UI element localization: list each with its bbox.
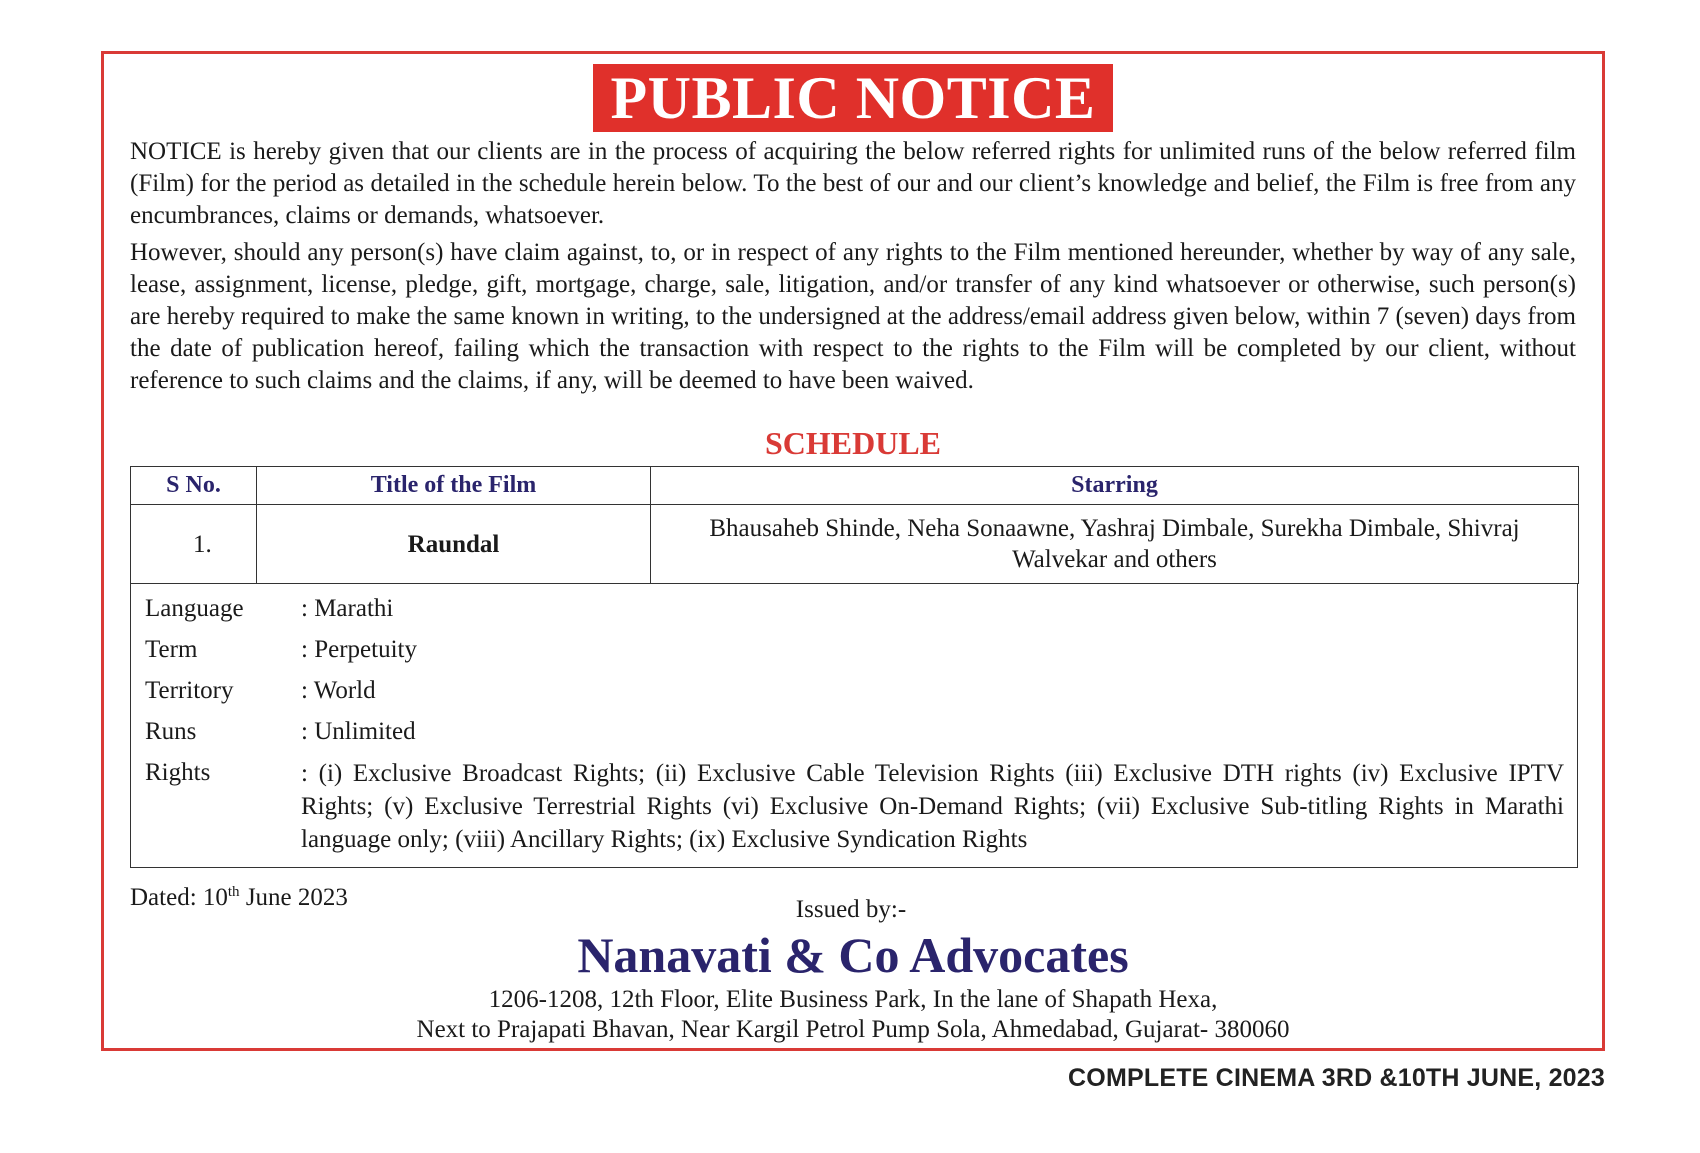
column-header-title: Title of the Film <box>257 467 651 505</box>
column-header-starring: Starring <box>651 467 1579 505</box>
dated-suffix: June 2023 <box>239 884 348 911</box>
table-row <box>131 505 1579 584</box>
notice-paragraph-2: However, should any person(s) have claim against, to, or in respect of any rights to the Film mentioned hereunder, whether by way of any sale, lease, assignment, license, pledge, gift, mortgage, charge, sale, litigation, and/or transfer of any kind whatsoever or otherwise, such person(s) are hereby required to make the same known in writing, to the undersigned at the address/email address given below, within 7 (seven) days from the date of publication hereof, failing which the transaction with respect to the rights to the Film will be completed by our client, without reference to such claims and the claims, if any, will be deemed to have been waived. <box>130 239 1576 394</box>
issued-by <box>104 894 1602 926</box>
dated-sup: th <box>227 884 240 900</box>
title-wrap <box>104 64 1602 132</box>
notice-title: PUBLIC NOTICE <box>593 64 1114 132</box>
firm-name: Nanavati & Co Advocates <box>577 927 1129 983</box>
publication-footer: COMPLETE CINEMA 3RD &10TH JUNE, 2023 <box>1068 1064 1605 1092</box>
detail-value: : Perpetuity <box>301 636 417 663</box>
address-line-1: 1206-1208, 12th Floor, Elite Business Park, In the lane of Shapath Hexa, <box>488 986 1218 1013</box>
address-line-2: Next to Prajapati Bhavan, Near Kargil Petrol Pump Sola, Ahmedabad, Gujarat- 380060 <box>416 1016 1290 1043</box>
film-title: Raundal <box>257 505 651 584</box>
detail-label: Territory <box>145 677 234 704</box>
notice-frame <box>101 51 1605 1051</box>
film-starring: Bhausaheb Shinde, Neha Sonaawne, Yashraj Dimbale, Surekha Dimbale, Shivraj Walvekar and others <box>651 505 1579 584</box>
notice-paragraph-1: NOTICE is hereby given that our clients are in the process of acquiring the below referred rights for unlimited runs of the below referred film (Film) for the period as detailed in the schedule herein below. To the best of our and our client’s knowledge and belief, the Film is free from any encumbrances, claims or demands, whatsoever. <box>130 138 1576 229</box>
detail-value: : Unlimited <box>301 718 416 745</box>
detail-value: : Marathi <box>301 595 394 622</box>
detail-value-rights: : (i) Exclusive Broadcast Rights; (ii) Exclusive Cable Television Rights (iii) Exclusive DTH rights (iv) Exclusive IPTV Rights; (v) Exclusive Terrestrial Rights (vi) Exclusive On-Demand Rights; (vii) Exclusive Sub-titling Rights in Marathi language only; (viii) Ancillary Rights; (ix) Exclusive Syndication Rights <box>301 760 1564 853</box>
detail-label: Runs <box>145 718 197 745</box>
detail-value: : World <box>301 677 376 704</box>
detail-label: Rights <box>145 759 211 786</box>
schedule-heading: SCHEDULE <box>764 425 942 461</box>
detail-label: Language <box>145 595 244 622</box>
film-table <box>130 466 1579 584</box>
column-header-sno: S No. <box>131 467 257 505</box>
detail-label: Term <box>145 636 198 663</box>
table-header-row <box>131 467 1579 505</box>
dated-prefix: Dated: 10 <box>130 884 228 911</box>
rights-details <box>130 584 1578 868</box>
film-sno: 1. <box>131 505 257 584</box>
issued-by-label: Issued by:- <box>795 896 907 923</box>
